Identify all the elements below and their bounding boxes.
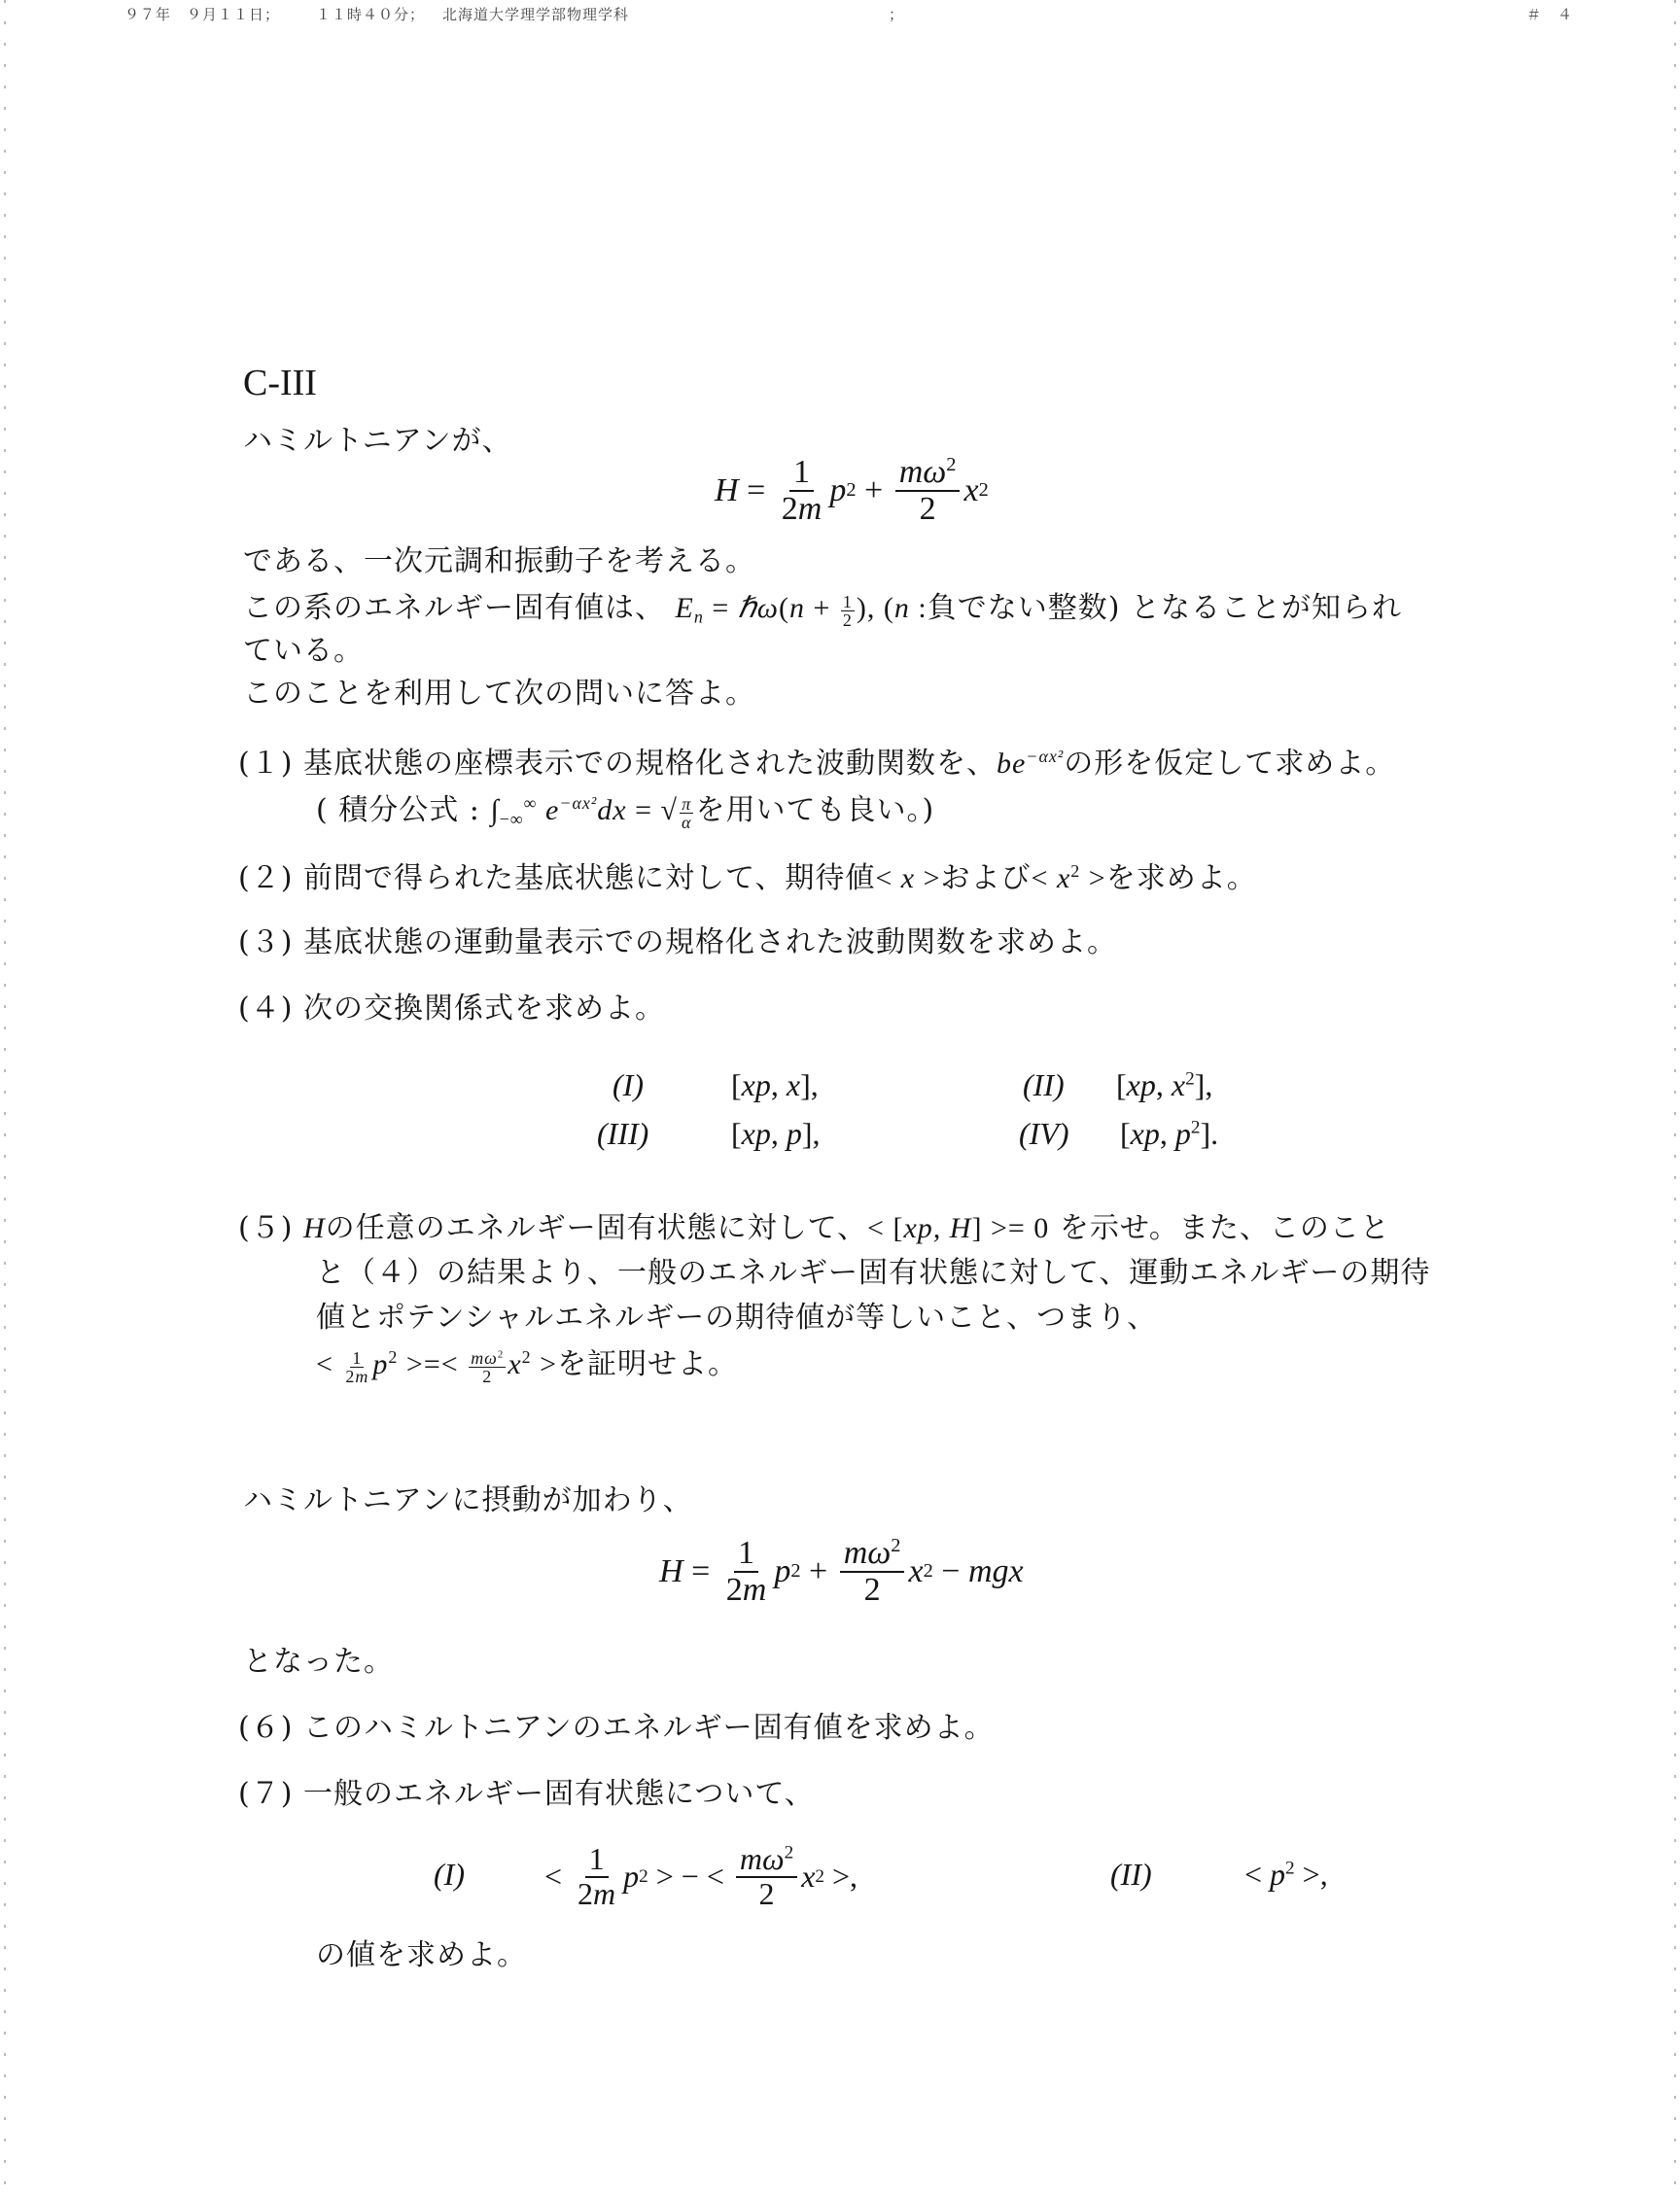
perturbation-intro: ハミルトニアンに摂動が加わり、 xyxy=(243,1483,693,1517)
q2-mid: および xyxy=(940,861,1032,895)
q5-line4-post: を証明せよ。 xyxy=(557,1347,739,1381)
commutator-2: [xp, $x^2$], xyxy=(1116,1067,1213,1102)
q1-text-pre: 基底状態の座標表示での規格化された波動関数を、 xyxy=(302,747,997,781)
fax-separator: ； xyxy=(889,6,905,23)
energy-line xyxy=(243,583,1402,629)
q5-virial-equation: < $\frac{1}{2m}$ $p^2$ >=< $\frac{m\omega^2}{2}$ $x^2$ > xyxy=(316,1347,558,1386)
q7-label-2: (II) xyxy=(1110,1857,1152,1892)
problem-title: C-III xyxy=(243,363,317,403)
question-1 xyxy=(238,739,1395,782)
fax-sender: 北海道大学理学部物理学科 xyxy=(442,6,630,23)
q5-h-symbol: H xyxy=(302,1212,326,1244)
commutator-label-3: (III) xyxy=(597,1116,649,1151)
energy-pre: この系のエネルギー固有値は、 xyxy=(243,591,665,625)
q1-hint-pre: ( 積分公式 : xyxy=(316,793,480,827)
energy-tail-1: 負でない整数) xyxy=(927,591,1121,625)
perturbed-hamiltonian-equation: H = $\frac{1}{2m}$ p 2 + $\frac{m\omega^2}{2}$ x 2 − mgx xyxy=(659,1535,1024,1608)
energy-tail-2: となることが知られ xyxy=(1131,591,1403,625)
commutator-label-4: (IV) xyxy=(1019,1116,1069,1151)
q1-gaussian: $be^{-\alpha x^2}$ xyxy=(996,747,1065,780)
question-3 xyxy=(238,918,1117,960)
commutator-label-2: (II) xyxy=(1023,1067,1065,1102)
fax-time: １１時４０分； xyxy=(316,6,426,23)
q1-integral: $\int_{-\infty}^\infty$ $e^{-\alpha x^2}dx$ = √ $\frac{\pi}{\alpha}$ xyxy=(490,793,692,832)
q6-text: このハミルトニアンのエネルギー固有値を求めよ。 xyxy=(302,1711,995,1745)
q7-expression-1: < $\frac{1}{2m}$ p 2 > − < $\frac{m\omega^2}{2}$ x 2 >, xyxy=(544,1841,858,1911)
q1-number: (１) xyxy=(238,747,294,781)
q5-commutator-expect: < [xp, H] >= 0 xyxy=(867,1212,1050,1244)
q2-text-post: を求めよ。 xyxy=(1105,861,1257,895)
q2-expect-x: < x > xyxy=(875,862,941,894)
intro-text: ハミルトニアンが、 xyxy=(243,424,512,458)
use-this-text: このことを利用して次の問いに答よ。 xyxy=(243,677,755,711)
question-1-hint xyxy=(316,785,934,831)
q2-text-pre: 前問で得られた基底状態に対して、期待値 xyxy=(302,861,876,895)
q7-text: 一般のエネルギー固有状態について、 xyxy=(302,1777,815,1811)
q5-line1-post: を示せ。また、このこと xyxy=(1059,1211,1390,1245)
after-equation-text: である、一次元調和振動子を考える。 xyxy=(243,544,755,578)
question-5-line-3: 値とポテンシャルエネルギーの期待値が等しいこと、つまり、 xyxy=(316,1301,1158,1335)
question-4 xyxy=(238,984,665,1027)
q7-label-1: (I) xyxy=(434,1857,465,1892)
perturbation-after: となった。 xyxy=(243,1645,394,1679)
question-2 xyxy=(238,853,1257,896)
hamiltonian-equation: H = $\frac{1}{2m}$ p 2 + $\frac{m\omega^2}{2}$ x 2 xyxy=(715,454,989,527)
q3-number: (３) xyxy=(238,925,294,959)
energy-continue: ている。 xyxy=(243,634,364,668)
commutator-label-1: (I) xyxy=(612,1067,644,1102)
q5-line1-pre: の任意のエネルギー固有状態に対して、 xyxy=(325,1211,868,1245)
energy-formula: $E_n$ = ℏω(n + $\frac{1}{2}$ ), (n : xyxy=(675,591,928,630)
q2-number: (２) xyxy=(238,861,294,895)
commutator-4: [xp, $p^2$]. xyxy=(1120,1116,1219,1151)
scan-edge-left xyxy=(4,0,6,2193)
commutator-1: [xp, x], xyxy=(731,1067,819,1102)
q2-expect-x2: < $x^2$ > xyxy=(1031,861,1106,894)
q1-hint-post: を用いても良い。) xyxy=(695,793,935,827)
fax-page-number: ＃ ４ xyxy=(1526,6,1574,23)
scan-edge-right xyxy=(1674,0,1676,2193)
q6-number: (６) xyxy=(238,1711,294,1745)
question-5-line-4 xyxy=(316,1340,738,1385)
q1-text-post: の形を仮定して求めよ。 xyxy=(1064,747,1396,781)
q4-number: (４) xyxy=(238,992,294,1026)
q7-end: の値を求めよ。 xyxy=(316,1938,527,1972)
q3-text: 基底状態の運動量表示での規格化された波動関数を求めよ。 xyxy=(302,925,1117,959)
fax-date: ９７年 ９月１１日； xyxy=(124,6,281,23)
q7-number: (７) xyxy=(238,1777,294,1811)
question-7 xyxy=(238,1769,815,1812)
q5-number: (５) xyxy=(238,1211,294,1245)
question-6 xyxy=(238,1703,995,1746)
commutator-3: [xp, p], xyxy=(731,1116,821,1151)
question-5-line-2: と（４）の結果より、一般のエネルギー固有状態に対して、運動エネルギーの期待 xyxy=(316,1256,1431,1290)
question-5-line-1 xyxy=(238,1203,1390,1246)
q7-expression-2: < $p^2$ >, xyxy=(1244,1857,1328,1892)
q4-text: 次の交換関係式を求めよ。 xyxy=(302,992,665,1026)
